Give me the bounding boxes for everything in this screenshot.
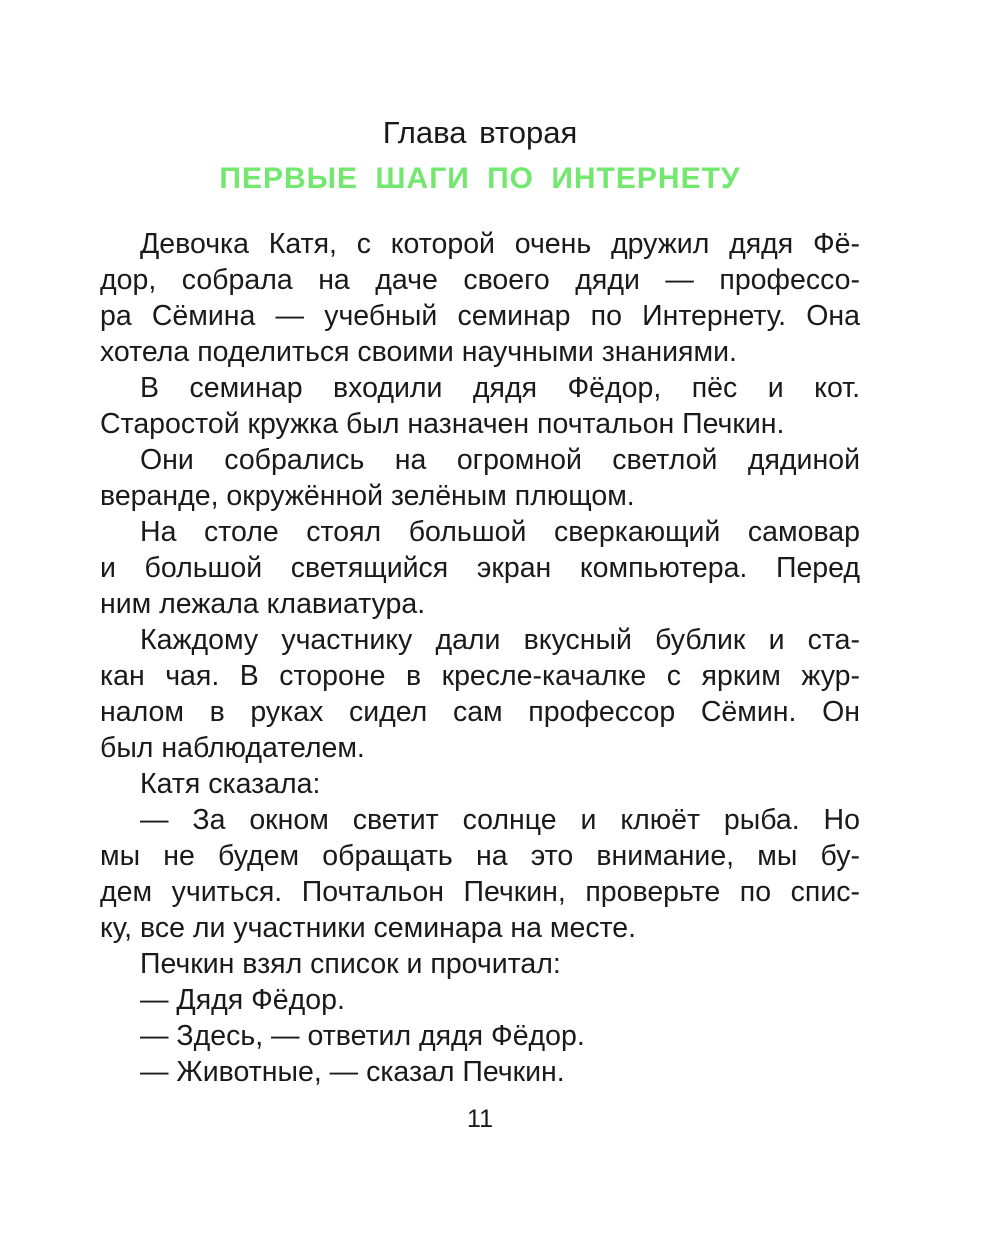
text-line: — За окном светит солнце и клюёт рыба. Но	[140, 804, 860, 836]
text-line: и большой светящийся экран компьютера. Перед	[100, 552, 860, 584]
text-line: Катя сказала:	[140, 768, 321, 800]
text-line: Печкин взял список и прочитал:	[140, 948, 561, 980]
paragraph	[100, 370, 860, 442]
text-line: хотела поделиться своими научными знаниями.	[100, 336, 737, 368]
paragraph	[100, 622, 860, 766]
text-line: Девочка Катя, с которой очень дружил дядя Фё-	[140, 228, 860, 260]
paragraph	[100, 766, 860, 802]
paragraph	[100, 1054, 860, 1090]
paragraph	[100, 226, 860, 370]
paragraph	[100, 982, 860, 1018]
text-line: налом в руках сидел сам профессор Сёмин. Он	[100, 696, 860, 728]
paragraph	[100, 802, 860, 946]
paragraph	[100, 1018, 860, 1054]
body-text	[100, 226, 860, 1090]
text-line: На столе стоял большой сверкающий самовар	[140, 516, 860, 548]
paragraph	[100, 946, 860, 982]
text-line: Каждому участнику дали вкусный бублик и ста-	[140, 624, 860, 656]
text-line: — Дядя Фёдор.	[140, 984, 345, 1016]
text-line: Старостой кружка был назначен почтальон Печкин.	[100, 408, 785, 440]
text-line: — Здесь, — ответил дядя Фёдор.	[140, 1020, 585, 1052]
page-number: 11	[467, 1105, 493, 1133]
text-line: кан чая. В стороне в кресле-качалке с ярким жур-	[100, 660, 860, 692]
chapter-label: Глава вторая	[382, 115, 578, 150]
chapter-title: ПЕРВЫЕ ШАГИ ПО ИНТЕРНЕТУ	[219, 162, 741, 195]
text-line: Они собрались на огромной светлой дядиной	[140, 444, 860, 476]
paragraph	[100, 442, 860, 514]
text-line: дор, собрала на даче своего дяди — профессо-	[100, 264, 860, 296]
text-line: ним лежала клавиатура.	[100, 588, 426, 620]
text-line: ра Сёмина — учебный семинар по Интернету. Она	[100, 300, 860, 332]
text-line: ку, все ли участники семинара на месте.	[100, 912, 637, 944]
text-line: был наблюдателем.	[100, 732, 365, 764]
paragraph	[100, 514, 860, 622]
text-line: веранде, окружённой зелёным плющом.	[100, 480, 635, 512]
text-line: — Животные, — сказал Печкин.	[140, 1056, 565, 1088]
text-line: В семинар входили дядя Фёдор, пёс и кот.	[140, 372, 860, 404]
text-line: мы не будем обращать на это внимание, мы бу-	[100, 840, 860, 872]
text-line: дем учиться. Почтальон Печкин, проверьте по спис-	[100, 876, 860, 908]
